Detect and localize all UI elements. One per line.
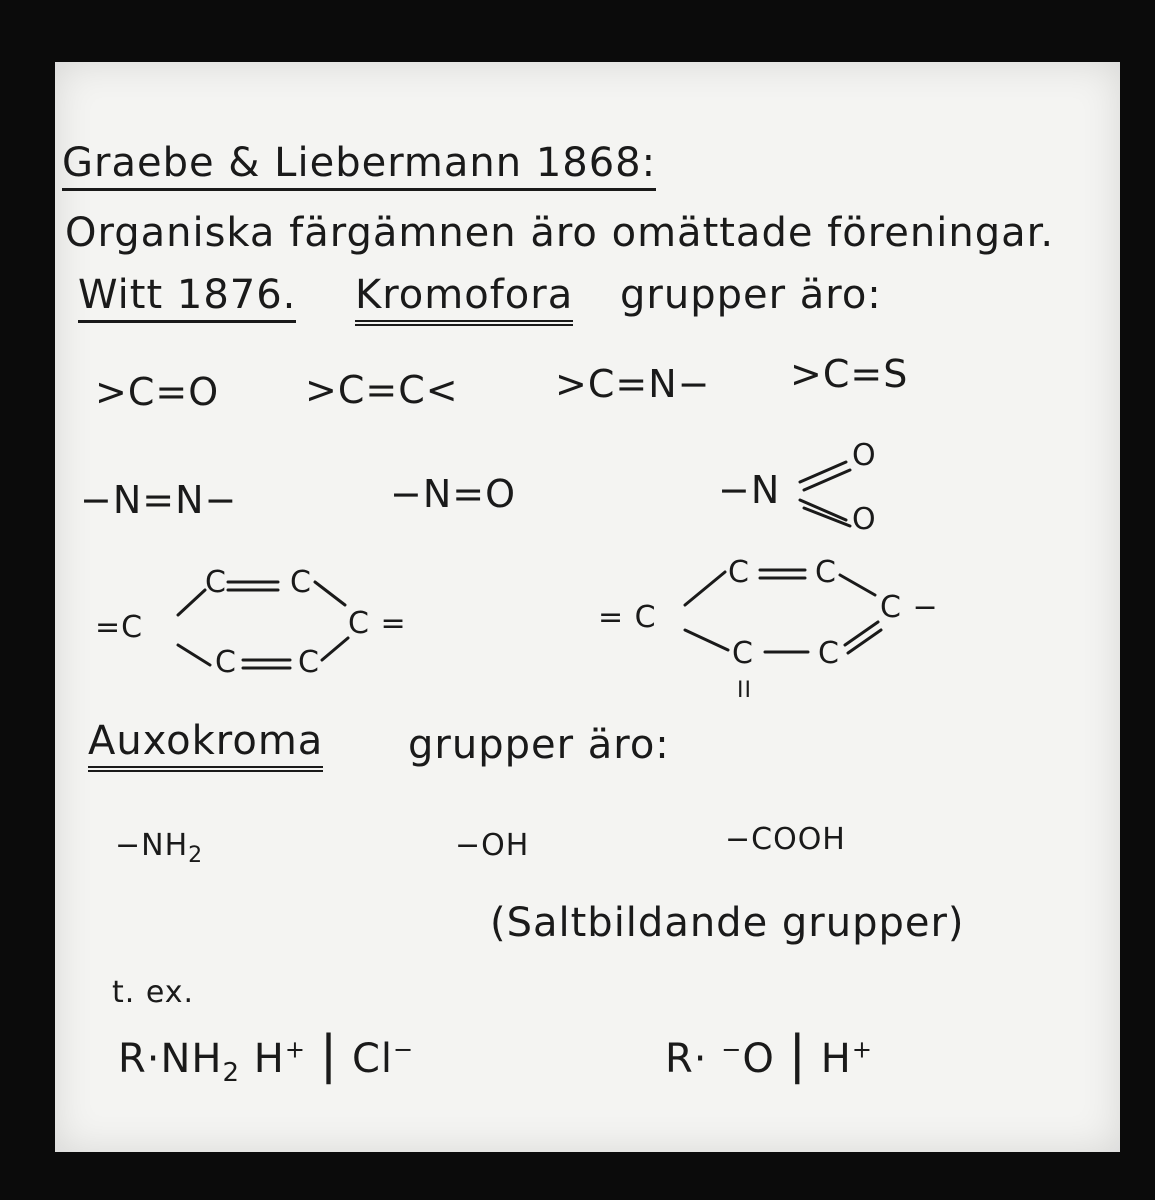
ring2-bond-tl [685, 572, 725, 605]
kromofora-label: Kromofora [355, 272, 573, 326]
example2-h-sup: + [851, 1035, 873, 1064]
example1-cl-sup: − [392, 1035, 415, 1064]
nitro-bond-top-2 [804, 470, 850, 490]
auxokroma-label: Auxokroma [88, 718, 323, 772]
nitro-bond-top [800, 462, 846, 482]
ring2-bottom-c1: C [732, 636, 754, 671]
ring2-bond-tr [840, 575, 875, 595]
chromophore-co: >C=O [95, 370, 220, 414]
ring1-bond-br [322, 638, 348, 660]
chromophore-nitroso: −N=O [390, 472, 517, 516]
witt-label: Witt 1876. [78, 272, 296, 323]
nitro-o-bottom: O [852, 502, 877, 537]
example2-o: O [742, 1036, 775, 1082]
nitro-o-top: O [852, 438, 877, 473]
example1-sub: 2 [222, 1058, 241, 1088]
ring1-right: C = [348, 606, 407, 641]
auxochrome-oh: −OH [455, 828, 530, 863]
ring2-bond-bl [685, 630, 728, 650]
ring2-top-c1: C [728, 555, 750, 590]
salt-note: (Saltbildande grupper) [490, 900, 965, 946]
ring1-bottom-c2: C [298, 645, 320, 680]
ring1-bottom-c1: C [215, 645, 237, 680]
ring2-double-mark: II [737, 678, 752, 703]
chromophore-cs: >C=S [790, 352, 909, 396]
auxochrome-cooh: −COOH [725, 822, 846, 857]
chromophore-azo: −N=N− [80, 478, 238, 522]
example1-h-sup: + [284, 1035, 306, 1064]
auxochrome-nh2-text: −NH [115, 828, 189, 863]
statement: Organiska färgämnen äro omättade föreningar. [65, 210, 1055, 256]
example1-r: R·NH [118, 1036, 223, 1082]
example2-sep: | [788, 1025, 808, 1085]
example-label: t. ex. [112, 975, 195, 1010]
chromophore-cc: >C=C< [305, 368, 459, 412]
ring2-right: C − [880, 590, 939, 625]
ring1-left: =C [95, 610, 144, 645]
ring2-bond-br-b [848, 630, 881, 653]
example1-cl: Cl [351, 1036, 393, 1082]
ring2-left: = C [598, 600, 657, 635]
ring1-top-c1: C [205, 565, 227, 600]
example1-h: H [253, 1036, 285, 1082]
auxochrome-nh2-sub: 2 [188, 843, 204, 868]
example2-h: H [820, 1036, 852, 1082]
ring1-bond-bl [178, 645, 210, 665]
chromophore-cn: >C=N− [555, 362, 711, 406]
ring2-top-c2: C [815, 555, 837, 590]
ring1-top-c2: C [290, 565, 312, 600]
nitro-n: −N [718, 468, 781, 512]
ring1-bond-tl [178, 590, 205, 615]
auxokroma-rest: grupper äro: [408, 722, 670, 768]
heading: Graebe & Liebermann 1868: [62, 140, 656, 191]
example2-o-sup: − [721, 1035, 743, 1064]
ring2-bottom-c2: C [818, 636, 840, 671]
example1-sep: | [319, 1025, 339, 1085]
example2-r: R· [665, 1036, 708, 1082]
kromofora-rest: grupper äro: [620, 272, 882, 318]
ring1-bond-tr [315, 582, 345, 605]
ring2-bond-br-a [845, 622, 878, 645]
